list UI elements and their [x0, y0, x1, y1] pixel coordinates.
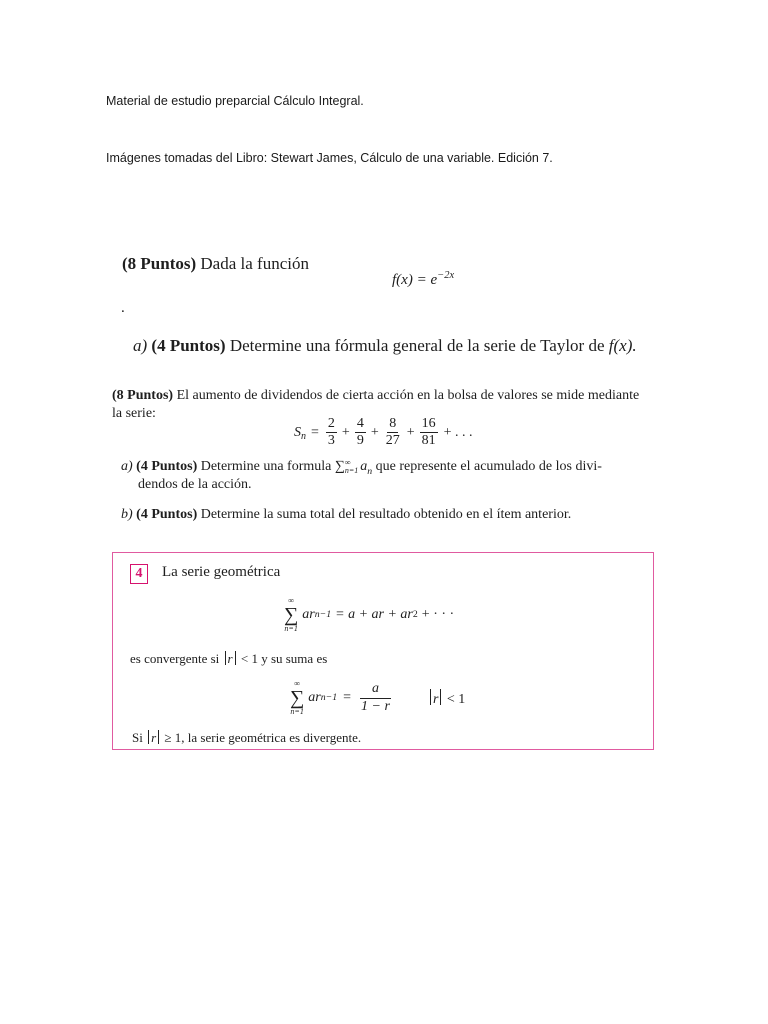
cond-bar-right	[440, 689, 441, 705]
box-div-text2: ≥ 1, la serie geométrica es divergente.	[164, 730, 362, 745]
box-convergence-line	[130, 651, 327, 667]
series-fraction-1-num: 2	[326, 416, 337, 433]
box-eq1-rhs: = a + ar + ar	[335, 607, 413, 622]
series-plus-3: +	[406, 424, 415, 440]
problem1-part-a	[133, 336, 637, 356]
problem2-part-a-points: (4 Puntos)	[136, 459, 198, 475]
box-eq2-sum-upper: ∞	[294, 679, 300, 688]
problem1-part-a-points: (4 Puntos)	[151, 336, 226, 355]
problem2-intro-line1	[112, 388, 639, 404]
box-equation-2: ∞ ∑ n=1 ar n−1 = $\frac{a}{1 - r}$ r < 1	[290, 679, 466, 716]
box-div-text1: Si	[132, 730, 143, 745]
problem1-points: (8 Puntos)	[122, 254, 197, 273]
series-equals: =	[311, 424, 319, 440]
box-divergence-line	[132, 730, 361, 746]
box-eq2-eq: =	[343, 690, 352, 705]
problem2-part-b-points: (4 Puntos)	[136, 507, 198, 522]
box-eq2-term: ar	[308, 690, 321, 705]
box-eq1-sum-upper: ∞	[288, 596, 294, 605]
box-eq2-sum	[290, 680, 304, 716]
box-eq1-tail: + · · ·	[421, 607, 455, 622]
box-conv-text2: < 1 y su suma es	[240, 651, 328, 666]
series-tail: + . . .	[443, 424, 473, 440]
problem1-part-a-label: a)	[133, 336, 148, 355]
box-equation-1: ∞ ∑ n=1 ar n−1 = a + ar + ar 2 + · · ·	[284, 596, 455, 633]
series-fraction-2-num: 4	[355, 416, 366, 433]
problem2-part-a-line2: dendos de la acción.	[138, 477, 252, 492]
problem1-part-a-text: Determine una fórmula general de la serie de Taylor de	[229, 336, 605, 355]
abs-bar-left	[225, 651, 226, 665]
box-eq1-sum	[284, 597, 298, 633]
problem1-formula	[392, 272, 454, 289]
cond-bar-left	[430, 689, 431, 705]
series-fraction-3-num: 8	[387, 416, 398, 433]
problem1-formula-exp: −2x	[437, 270, 455, 281]
problem1-intro: Dada la función	[200, 254, 309, 273]
series-fraction-3-den: 27	[385, 433, 400, 449]
problem2-an: a	[360, 459, 368, 475]
series-fraction-2-den: 9	[356, 433, 364, 449]
box-title: La serie geométrica	[162, 564, 281, 580]
problem2-part-b	[121, 507, 571, 523]
sigma-symbol-2: ∑	[290, 687, 305, 709]
box-number: 4	[130, 564, 148, 584]
problem1-heading	[122, 254, 309, 274]
series-plus-1: +	[341, 424, 350, 440]
problem2-part-b-label: b)	[121, 507, 133, 522]
box-eq2-num: a	[360, 681, 391, 698]
problem2-part-a-label: a)	[121, 459, 133, 475]
series-lhs: S	[294, 424, 301, 440]
problem2-points: (8 Puntos)	[112, 388, 174, 403]
problem2-intro-text: El aumento de dividendos de cierta acción en la bolsa de valores se mide mediante	[176, 388, 640, 403]
box-number-badge	[130, 564, 148, 584]
problem2-series: S $_n$ = $\frac{2}{3}$ + $\frac{4}{9}$ + $\frac{8}{27}$ + $\frac{16}{81}$ + . . .	[294, 416, 473, 449]
problem2-sum-sub: n=1	[344, 466, 359, 475]
sigma-symbol: ∑	[284, 604, 299, 626]
series-fraction-4-den: 81	[421, 433, 436, 449]
problem2-part-a-text1: Determine una formula	[200, 459, 332, 475]
problem2-part-a-sum: ∑ ∞ n=1 $a_n$	[334, 458, 373, 478]
box-conv-text1: es convergente si	[130, 651, 220, 666]
problem1-formula-lhs: f(x) = e	[392, 272, 438, 288]
header-title: Material de estudio preparcial Cálculo Integral.	[106, 94, 364, 108]
box-eq1-term: ar	[302, 607, 315, 622]
box-div-r: r	[151, 730, 157, 745]
series-fraction-3	[384, 416, 402, 449]
series-fraction-2	[355, 416, 366, 449]
box-eq1-sum-lower: n=1	[284, 624, 298, 633]
problem2-intro-line2: la serie:	[112, 406, 156, 421]
box-eq2-sum-lower: n=1	[290, 707, 304, 716]
problem2-an-sub: n	[367, 466, 373, 478]
box-eq2-cond-rest: < 1	[446, 691, 466, 707]
box-eq2-cond-r: r	[432, 691, 439, 707]
series-fraction-4-num: 16	[420, 416, 438, 433]
problem2-part-a	[121, 458, 602, 478]
problem1-dot: .	[121, 300, 125, 316]
abs-bar-right	[235, 651, 236, 665]
div-bar-left	[148, 730, 149, 744]
box-eq2-den: 1 − r	[361, 698, 390, 714]
problem2-part-b-text: Determine la suma total del resultado obtenido en el ítem anterior.	[200, 507, 572, 522]
series-fraction-1	[326, 416, 337, 449]
box-eq2-condition	[428, 689, 465, 708]
div-bar-right	[158, 730, 159, 744]
series-fraction-4	[420, 416, 438, 449]
problem2-part-a-text2: que represente el acumulado de los divi-	[375, 459, 602, 475]
header-source: Imágenes tomadas del Libro: Stewart James, Cálculo de una variable. Edición 7.	[106, 151, 553, 165]
problem1-part-a-fx: f(x).	[608, 336, 637, 355]
series-fraction-1-den: 3	[327, 433, 335, 449]
problem2-sum-sup: ∞	[344, 458, 351, 467]
box-eq2-fraction	[359, 681, 392, 714]
series-plus-2: +	[370, 424, 379, 440]
box-conv-r: r	[227, 651, 233, 666]
